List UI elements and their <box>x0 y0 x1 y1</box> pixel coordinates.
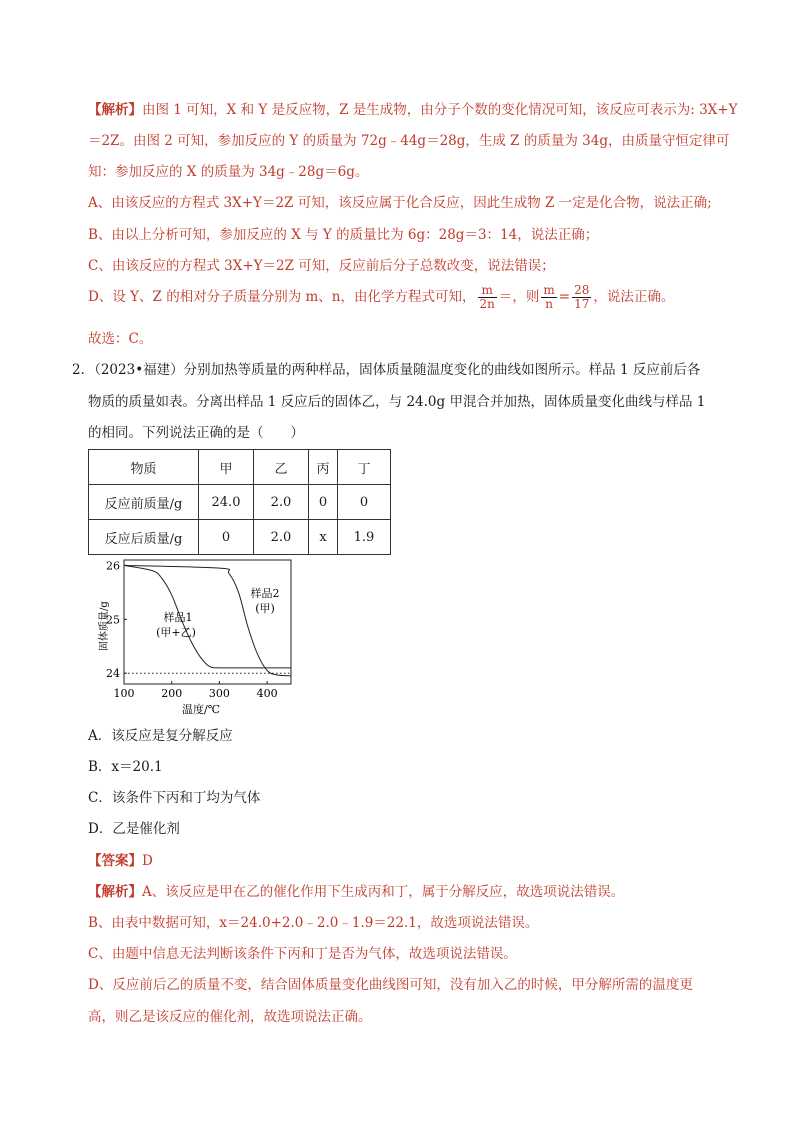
table-row <box>89 520 391 555</box>
option-d-prefix: D、设 Y、Z 的相对分子质量分别为 m、n，由化学方程式可知， <box>88 289 476 305</box>
frac3-denominator: 17 <box>574 297 590 311</box>
frac1-denominator: 2n <box>479 297 495 311</box>
series-label-sample2: 样品2 <box>250 587 280 600</box>
analysis-line-3: 知：参加反应的 X 的质量为 34g﹣28g＝6g。 <box>88 164 369 180</box>
option-a: A．该反应是复分解反应 <box>88 728 233 744</box>
analysis-option-d <box>88 284 674 311</box>
analysis-tag: 【解析】 <box>88 102 142 118</box>
analysis-option-b: B、由以上分析可知，参加反应的 X 与 Y 的质量比为 6g：28g＝3：14，说法正确； <box>88 227 599 243</box>
analysis-option-a: A、由该反应的方程式 3X+Y＝2Z 可知，该反应属于化合反应，因此生成物 Z 一定是化合物，说法正确; <box>88 195 712 211</box>
option-b: B．x＝20.1 <box>88 759 163 775</box>
table-cell: 1.9 <box>338 520 391 555</box>
table-header-cell: 丁 <box>338 450 391 485</box>
series-label-sample2-sub: (甲) <box>255 602 275 615</box>
mass-temperature-chart <box>98 553 298 722</box>
x-tick-label: 400 <box>256 687 278 700</box>
analysis-text: 由图 1 可知，X 和 Y 是反应物，Z 是生成物，由分子个数的变化情况可知，该反应可表示为: 3X+Y <box>142 102 738 118</box>
y-tick-label: 24 <box>106 667 120 681</box>
analysis2-b: B、由表中数据可知，x＝24.0+2.0﹣2.0﹣1.9＝22.1，故选项说法错误。 <box>88 915 539 931</box>
y-tick-label: 26 <box>106 559 120 573</box>
chart-svg <box>98 553 298 718</box>
answer-tag: 【答案】 <box>88 853 142 869</box>
series-label-sample1: 样品1 <box>163 611 193 624</box>
mass-table <box>88 449 391 555</box>
table-cell: 2.0 <box>254 520 309 555</box>
x-tick-label: 200 <box>161 687 183 700</box>
option-d-mid2: = <box>558 289 571 305</box>
series-label-sample1-sub: (甲+乙) <box>156 626 196 639</box>
fraction-m-n <box>541 284 556 311</box>
analysis-option-c: C、由该反应的方程式 3X+Y＝2Z 可知，反应前后分子总数改变，说法错误； <box>88 258 555 274</box>
option-d-suffix: ，说法正确。 <box>593 289 675 305</box>
analysis2-c: C、由题中信息无法判断该条件下丙和丁是否为气体，故选项说法错误。 <box>88 946 517 962</box>
table-cell: 反应后质量/g <box>89 520 199 555</box>
analysis2-tag: 【解析】 <box>88 884 142 900</box>
table-header-cell: 甲 <box>199 450 254 485</box>
frac1-numerator: m <box>478 284 497 298</box>
analysis2-d-2: 高，则乙是该反应的催化剂，故选项说法正确。 <box>88 1009 372 1025</box>
table-cell: 2.0 <box>254 485 309 520</box>
option-d: D．乙是催化剂 <box>88 821 180 837</box>
table-header-cell: 丙 <box>309 450 338 485</box>
table-cell: 反应前质量/g <box>89 485 199 520</box>
question-stem-line-3: 的相同。下列说法正确的是（ ） <box>88 425 304 441</box>
table-cell: 0 <box>309 485 338 520</box>
x-tick-label: 100 <box>113 687 135 700</box>
question-stem-line-1: 2．（2023•福建）分别加热等质量的两种样品，固体质量随温度变化的曲线如图所示。样品 1 反应前后各 <box>72 362 701 378</box>
analysis2-line-a <box>88 883 624 901</box>
analysis-conclusion: 故选：C。 <box>88 331 153 347</box>
answer-line <box>88 852 153 870</box>
table-header-cell: 物质 <box>89 450 199 485</box>
fraction-28-17 <box>572 284 591 311</box>
y-tick-label: 25 <box>106 613 120 627</box>
question-stem-line-2: 物质的质量如表。分离出样品 1 反应后的固体乙，与 24.0g 甲混合并加热，固体质量变化曲线与样品 1 <box>88 394 706 410</box>
table-header-cell: 乙 <box>254 450 309 485</box>
option-d-mid1: ＝，则 <box>498 289 540 305</box>
analysis-line-2: ＝2Z。由图 2 可知，参加反应的 Y 的质量为 72g﹣44g＝28g，生成 Z 的质量为 34g，由质量守恒定律可 <box>88 133 730 149</box>
x-axis-label: 温度/℃ <box>182 703 221 716</box>
frac2-numerator: m <box>543 283 555 297</box>
analysis2-d-1: D、反应前后乙的质量不变，结合固体质量变化曲线图可知，没有加入乙的时候，甲分解所需的温度更 <box>88 977 693 993</box>
table-cell: 0 <box>199 520 254 555</box>
analysis-line-1 <box>88 101 738 119</box>
x-tick-label: 300 <box>208 687 230 700</box>
table-row <box>89 485 391 520</box>
option-c: C．该条件下丙和丁均为气体 <box>88 790 261 806</box>
table-cell: x <box>309 520 338 555</box>
answer-value: D <box>142 853 153 869</box>
fraction-m-2n <box>478 284 497 311</box>
table-cell: 24.0 <box>199 485 254 520</box>
table-cell: 0 <box>338 485 391 520</box>
frac2-denominator: n <box>545 297 553 311</box>
analysis2-a: A、该反应是甲在乙的催化作用下生成丙和丁，属于分解反应，故选项说法错误。 <box>142 884 625 900</box>
table-header-row <box>89 450 391 485</box>
frac3-numerator: 28 <box>574 283 590 297</box>
series-line-sample2 <box>124 565 291 676</box>
series-line-sample1 <box>124 565 291 668</box>
y-axis-label: 固体质量/g <box>99 601 110 651</box>
